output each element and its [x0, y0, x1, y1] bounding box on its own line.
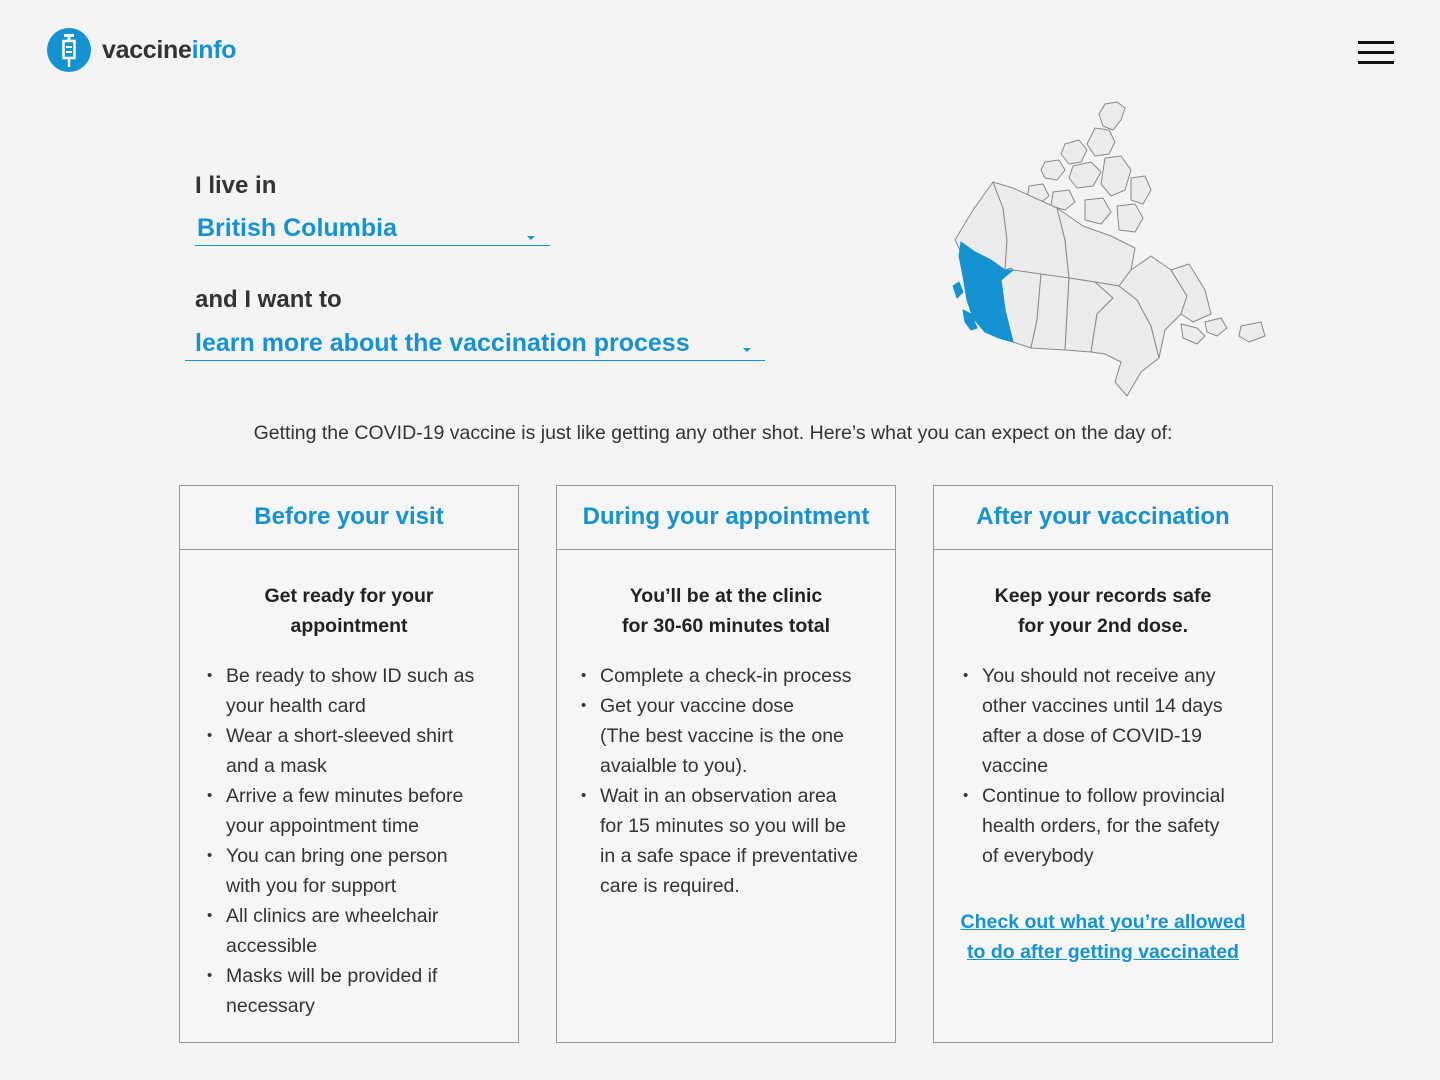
link-line[interactable]: to do after getting vaccinated: [967, 941, 1239, 963]
card-title: Before your visit: [180, 486, 518, 550]
after-vaccination-link[interactable]: [934, 907, 1272, 967]
logo-text-vaccine: vaccine: [102, 35, 192, 64]
list-item: • Get your vaccine dose (The best vaccine is the one avaialble to you).: [581, 691, 858, 781]
card-subtitle-line: for 30-60 minutes total: [621, 615, 831, 637]
card-subtitle-line: You’ll be at the clinic: [629, 585, 823, 607]
card-subtitle-line: for your 2nd dose.: [1017, 615, 1189, 637]
intent-select-value: learn more about the vaccination process: [195, 329, 690, 357]
intro-text: Getting the COVID-19 vaccine is just like getting any other shot. Here’s what you can expect on the day of:: [253, 422, 1173, 444]
list-item: • Be ready to show ID such as your health card: [207, 661, 474, 721]
province-select-value: British Columbia: [197, 214, 398, 242]
hamburger-menu-icon[interactable]: [1354, 38, 1398, 68]
logo-wordmark: [102, 36, 236, 65]
list-item: • Wear a short-sleeved shirt and a mask: [207, 721, 474, 781]
list-item: • Continue to follow provincial health orders, for the safety of everybody: [963, 781, 1225, 871]
card-list: [581, 661, 858, 901]
list-item: • Complete a check-in process: [581, 661, 858, 691]
card-before-visit: [179, 485, 519, 1043]
site-header: [0, 0, 1440, 100]
card-subtitle: [180, 581, 518, 641]
list-item: • Masks will be provided if necessary: [207, 961, 474, 1021]
card-list: [207, 661, 474, 1021]
list-item: • All clinics are wheelchair accessible: [207, 901, 474, 961]
card-subtitle: [557, 581, 895, 641]
logo-text-info: info: [191, 35, 237, 64]
syringe-icon: [47, 28, 91, 72]
province-select[interactable]: [195, 214, 550, 246]
card-during-appointment: [556, 485, 896, 1043]
card-after-vaccination: [933, 485, 1273, 1043]
card-title: After your vaccination: [934, 486, 1272, 550]
card-list: [963, 661, 1225, 871]
card-subtitle-line: Keep your records safe: [994, 585, 1212, 607]
list-item: • You should not receive any other vaccines until 14 days after a dose of COVID-19 vaccine: [963, 661, 1225, 781]
link-line[interactable]: Check out what you’re allowed: [960, 911, 1246, 933]
chevron-down-icon: [527, 236, 535, 240]
card-subtitle: [934, 581, 1272, 641]
intent-label: and I want to: [195, 286, 342, 313]
card-subtitle-line: Get ready for your: [264, 585, 434, 607]
logo[interactable]: [47, 28, 236, 72]
card-title: During your appointment: [557, 486, 895, 550]
intent-select[interactable]: [185, 329, 765, 361]
location-label: I live in: [195, 172, 277, 199]
chevron-down-icon: [743, 348, 751, 352]
list-item: • Arrive a few minutes before your appointment time: [207, 781, 474, 841]
list-item: • You can bring one person with you for support: [207, 841, 474, 901]
list-item: • Wait in an observation area for 15 minutes so you will be in a safe space if preventative care is required.: [581, 781, 858, 901]
card-subtitle-line: appointment: [290, 615, 408, 637]
canada-map: [945, 100, 1270, 405]
